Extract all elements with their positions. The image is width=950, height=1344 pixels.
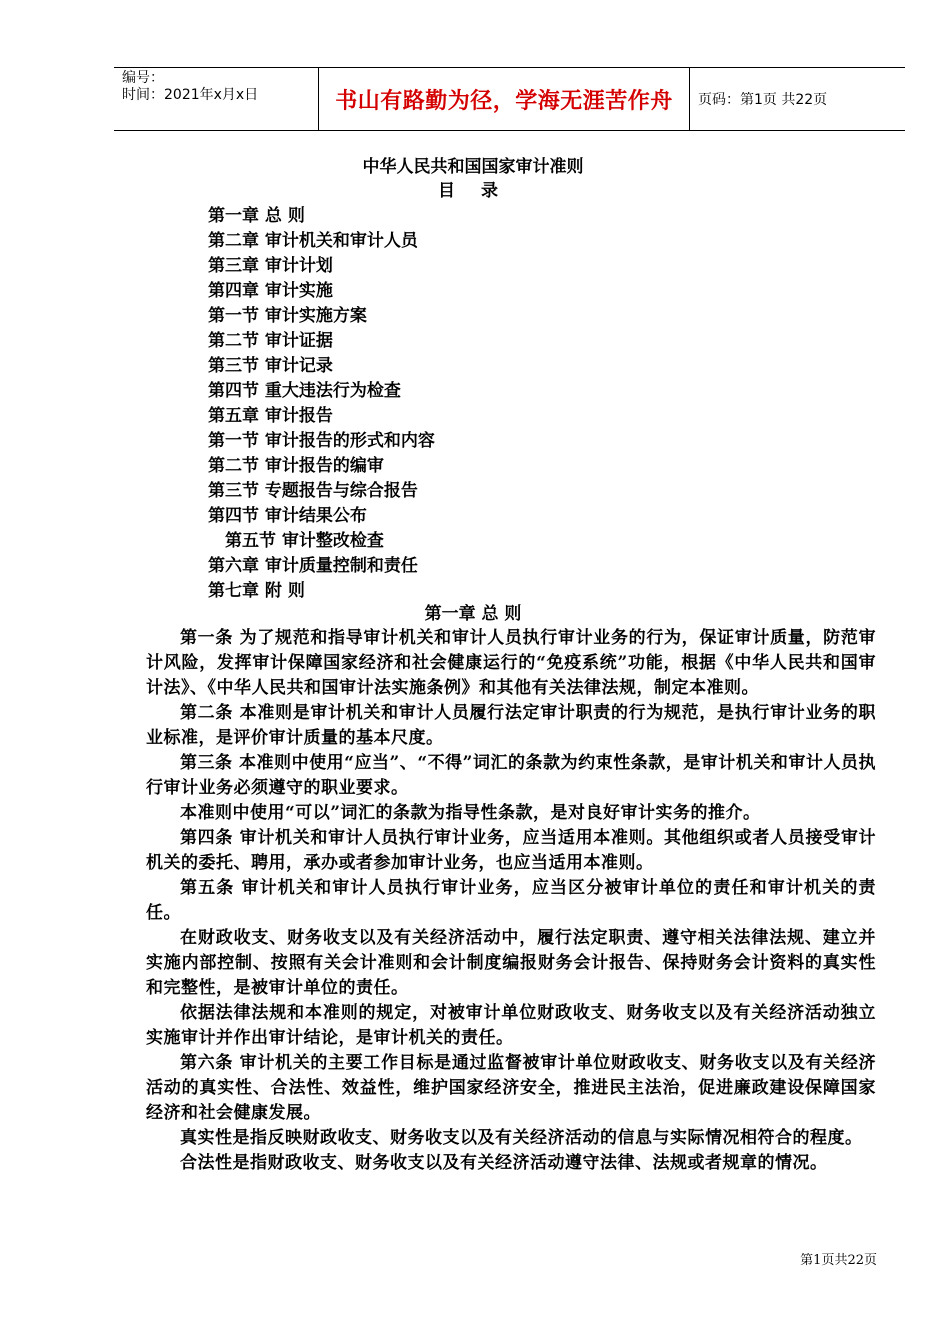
paragraph: 合法性是指财政收支、财务收支以及有关经济活动遵守法律、法规或者规章的情况。 — [180, 1153, 828, 1173]
paragraph: 第六条 审计机关的主要工作目标是通过监督被审计单位财政收支、财务收支以及有关经济活动的真实性、合法性、效益性，维护国家经济安全，推进民主法治，促进廉政建设保障国家经济和社会健康发展。 — [146, 1053, 876, 1123]
toc-item[interactable]: 第二节 审计报告的编审 — [208, 456, 384, 476]
document-body — [146, 626, 876, 1176]
toc-item[interactable]: 第四章 审计实施 — [208, 281, 333, 301]
toc-item[interactable]: 第四节 重大违法行为检查 — [208, 381, 401, 401]
toc-item[interactable]: 第五章 审计报告 — [208, 406, 333, 426]
toc-item[interactable]: 第二节 审计证据 — [208, 331, 333, 351]
document-title: 中华人民共和国国家审计准则 — [362, 157, 584, 177]
toc-item[interactable]: 第一节 审计实施方案 — [208, 306, 367, 326]
motto: 书山有路勤为径，学海无涯苦作舟 — [318, 68, 690, 130]
header-page-info: 页码：第1页 共22页 — [698, 92, 828, 108]
header-left — [114, 68, 318, 130]
toc-item[interactable]: 第二章 审计机关和审计人员 — [208, 231, 418, 251]
toc-item[interactable]: 第七章 附 则 — [208, 581, 305, 601]
paragraph: 本准则中使用“可以”词汇的条款为指导性条款，是对良好审计实务的推介。 — [180, 803, 761, 823]
toc-item[interactable]: 第一节 审计报告的形式和内容 — [208, 431, 435, 451]
chapter-title: 第一章 总 则 — [424, 604, 522, 624]
page-footer: 第1页共22页 — [800, 1253, 877, 1268]
toc-item[interactable]: 第三节 专题报告与综合报告 — [208, 481, 418, 501]
paragraph: 第五条 审计机关和审计人员执行审计业务，应当区分被审计单位的责任和审计机关的责任。 — [146, 878, 876, 923]
paragraph: 第四条 审计机关和审计人员执行审计业务，应当适用本准则。其他组织或者人员接受审计机关的委托、聘用，承办或者参加审计业务，也应当适用本准则。 — [146, 828, 876, 873]
page-header — [114, 67, 905, 131]
paragraph: 第三条 本准则中使用“应当”、“不得”词汇的条款为约束性条款，是审计机关和审计人员执行审计业务必须遵守的职业要求。 — [146, 753, 876, 798]
toc-item[interactable]: 第五节 审计整改检查 — [225, 531, 384, 551]
paragraph: 在财政收支、财务收支以及有关经济活动中，履行法定职责、遵守相关法律法规、建立并实施内部控制、按照有关会计准则和会计制度编报财务会计报告、保持财务会计资料的真实性和完整性，是被审计单位的责任。 — [146, 928, 876, 998]
date-line: 时间：2021年x月x日 — [122, 87, 259, 103]
toc-item[interactable]: 第三节 审计记录 — [208, 356, 333, 376]
toc-item[interactable]: 第六章 审计质量控制和责任 — [208, 556, 418, 576]
toc-item[interactable]: 第一章 总 则 — [208, 206, 305, 226]
paragraph: 第二条 本准则是审计机关和审计人员履行法定审计职责的行为规范，是执行审计业务的职业标准，是评价审计质量的基本尺度。 — [146, 703, 876, 748]
paragraph: 第一条 为了规范和指导审计机关和审计人员执行审计业务的行为，保证审计质量，防范审计风险，发挥审计保障国家经济和社会健康运行的“免疫系统”功能，根据《中华人民共和国审计法》、《中华人民共和国审计法实施条例》和其他有关法律法规，制定本准则。 — [146, 628, 876, 698]
toc-item[interactable]: 第四节 审计结果公布 — [208, 506, 367, 526]
toc-title: 目 录 — [438, 181, 508, 201]
paragraph: 真实性是指反映财政收支、财务收支以及有关经济活动的信息与实际情况相符合的程度。 — [180, 1128, 863, 1148]
serial-label: 编号： — [122, 70, 164, 86]
paragraph: 依据法律法规和本准则的规定，对被审计单位财政收支、财务收支以及有关经济活动独立实施审计并作出审计结论，是审计机关的责任。 — [146, 1003, 876, 1048]
toc-item[interactable]: 第三章 审计计划 — [208, 256, 333, 276]
table-of-contents — [208, 204, 435, 604]
